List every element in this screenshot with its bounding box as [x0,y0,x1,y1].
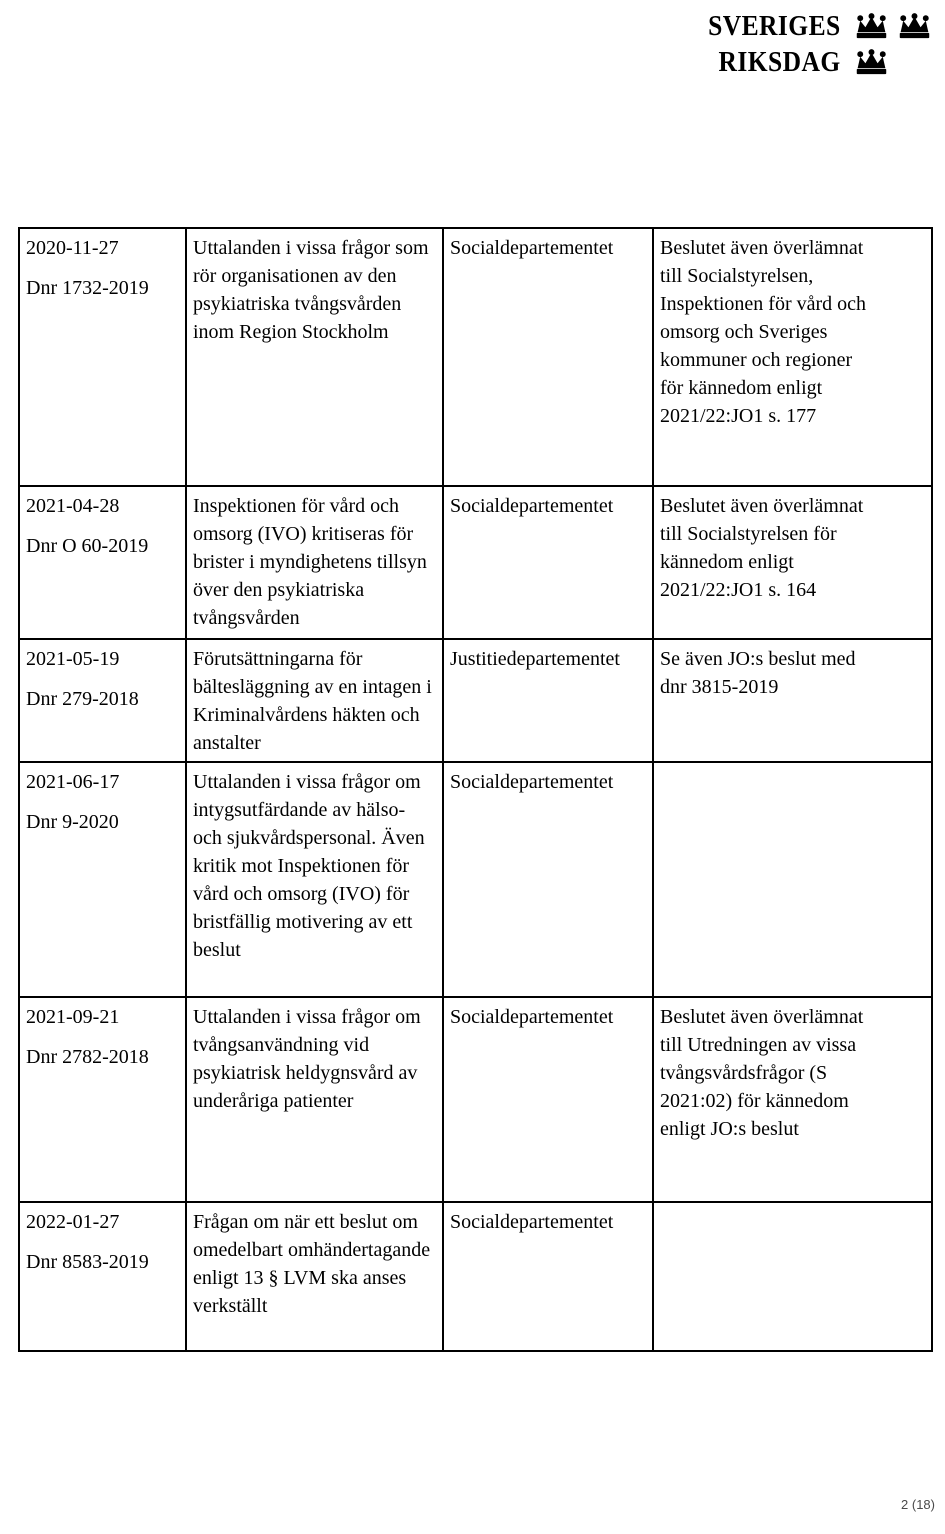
table-row [19,762,932,997]
decision-note: Se även JO:s beslut med dnr 3815-2019 [660,648,856,698]
note-cell [653,228,932,486]
logo-text-line2: RIKSDAG [718,46,841,78]
table-row [19,228,932,486]
description-cell [186,639,443,762]
crown-icon [853,13,890,39]
decision-date: 2021-06-17 [26,771,120,793]
description-cell [186,762,443,997]
department-cell [443,762,653,997]
decision-description: Förutsättningarna för bältesläggning av en intagen i Kriminalvårdens häkten och anstalter [193,648,432,754]
note-cell [653,486,932,639]
description-cell [186,486,443,639]
department-cell [443,486,653,639]
crown-icon [853,49,890,75]
decisions-table [18,227,933,1352]
department-cell [443,1202,653,1351]
table-row [19,639,932,762]
decision-date: 2021-04-28 [26,495,120,517]
decision-dnr: Dnr 279-2018 [26,688,139,710]
department-cell [443,228,653,486]
table-row [19,997,932,1202]
decision-date: 2021-05-19 [26,648,120,670]
logo-text-line1: SVERIGES [708,10,841,42]
riksdag-logo [690,10,937,78]
decision-department: Socialdepartementet [450,237,614,259]
decision-note: Beslutet även överlämnat till Socialstyrelsen för kännedom enligt 2021/22:JO1 s. 164 [660,495,864,601]
decision-dnr: Dnr O 60-2019 [26,535,149,557]
description-cell [186,228,443,486]
note-cell [653,997,932,1202]
department-cell [443,639,653,762]
decision-dnr: Dnr 2782-2018 [26,1046,149,1068]
decision-description: Frågan om när ett beslut om omedelbart omhändertagande enligt 13 § LVM ska anses verkställt [193,1211,431,1317]
logo-crowns-row1 [853,13,937,39]
decision-note: Beslutet även överlämnat till Socialstyrelsen, Inspektionen för vård och omsorg och Sveriges kommuner och regioner för kännedom enligt 2021/22:JO1 s. 177 [660,237,867,427]
note-cell [653,762,932,997]
date-dnr-cell [19,762,186,997]
table-row [19,486,932,639]
description-cell [186,997,443,1202]
decision-description: Uttalanden i vissa frågor om tvångsanvändning vid psykiatrisk heldygnsvård av underåriga patienter [193,1006,421,1112]
decision-department: Socialdepartementet [450,1211,614,1233]
decision-department: Socialdepartementet [450,495,614,517]
date-dnr-cell [19,997,186,1202]
date-dnr-cell [19,1202,186,1351]
date-dnr-cell [19,228,186,486]
decision-date: 2022-01-27 [26,1211,120,1233]
decision-dnr: Dnr 9-2020 [26,811,119,833]
decision-description: Uttalanden i vissa frågor som rör organisationen av den psykiatriska tvångsvården inom Region Stockholm [193,237,429,343]
logo-crowns-row2 [853,49,937,75]
decision-date: 2021-09-21 [26,1006,120,1028]
description-cell [186,1202,443,1351]
decision-department: Socialdepartementet [450,1006,614,1028]
decision-department: Socialdepartementet [450,771,614,793]
date-dnr-cell [19,486,186,639]
decision-dnr: Dnr 1732-2019 [26,277,149,299]
note-cell [653,1202,932,1351]
decision-note: Beslutet även överlämnat till Utredningen av vissa tvångsvårdsfrågor (S 2021:02) för kännedom enligt JO:s beslut [660,1006,864,1140]
page-number: 2 (18) [901,1497,935,1512]
decision-dnr: Dnr 8583-2019 [26,1251,149,1273]
crown-icon [896,13,933,39]
decision-description: Inspektionen för vård och omsorg (IVO) kritiseras för brister i myndighetens tillsyn över den psykiatriska tvångsvården [193,495,427,629]
decision-description: Uttalanden i vissa frågor om intygsutfärdande av hälso- och sjukvårdspersonal. Även kritik mot Inspektionen för vård och omsorg (IVO) för bristfällig motivering av ett beslut [193,771,425,961]
table-row [19,1202,932,1351]
date-dnr-cell [19,639,186,762]
decision-date: 2020-11-27 [26,237,119,259]
note-cell [653,639,932,762]
department-cell [443,997,653,1202]
decision-department: Justitiedepartementet [450,648,620,670]
